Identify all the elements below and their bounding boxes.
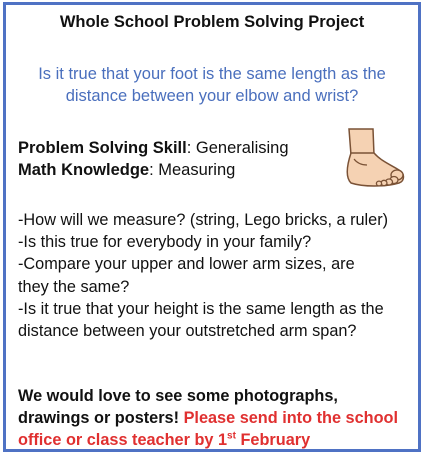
question-line-1: Is it true that your foot is the same length as the <box>38 65 386 83</box>
skill-label: Problem Solving Skill <box>18 139 187 157</box>
page-title: Whole School Problem Solving Project <box>59 13 365 31</box>
cta-line-3-end: February <box>235 431 311 449</box>
foot-icon <box>339 125 407 189</box>
list-item: -Compare your upper and lower arm sizes, are <box>18 255 355 274</box>
call-to-action <box>18 385 410 451</box>
cta-line-3 <box>18 429 410 451</box>
skills-block <box>18 137 289 181</box>
list-item: -Is it true that your height is the same length as the <box>18 299 384 318</box>
knowledge-row <box>18 159 289 181</box>
question-line-2: distance between your elbow and wrist? <box>65 87 359 105</box>
list-item: -Is this true for everybody in your family? <box>18 233 312 252</box>
question <box>16 63 408 107</box>
knowledge-label: Math Knowledge <box>18 161 150 179</box>
list-item: they the same? <box>18 277 130 296</box>
question-list <box>18 209 410 342</box>
skill-value: : Generalising <box>186 139 289 157</box>
cta-line-2-highlight: Please send into the school <box>183 409 398 427</box>
cta-line-3-text: office or class teacher by 1 <box>18 431 228 449</box>
project-card <box>3 2 421 452</box>
list-item: distance between your outstretched arm span? <box>18 322 357 341</box>
cta-line-2 <box>18 407 410 429</box>
knowledge-value: : Measuring <box>149 161 236 179</box>
list-item: -How will we measure? (string, Lego bricks, a ruler) <box>18 211 389 229</box>
skill-row <box>18 137 289 159</box>
cta-ordinal-suffix: st <box>227 430 236 442</box>
cta-line-2-text: drawings or posters! <box>18 409 184 427</box>
cta-line-1: We would love to see some photographs, <box>18 387 338 405</box>
